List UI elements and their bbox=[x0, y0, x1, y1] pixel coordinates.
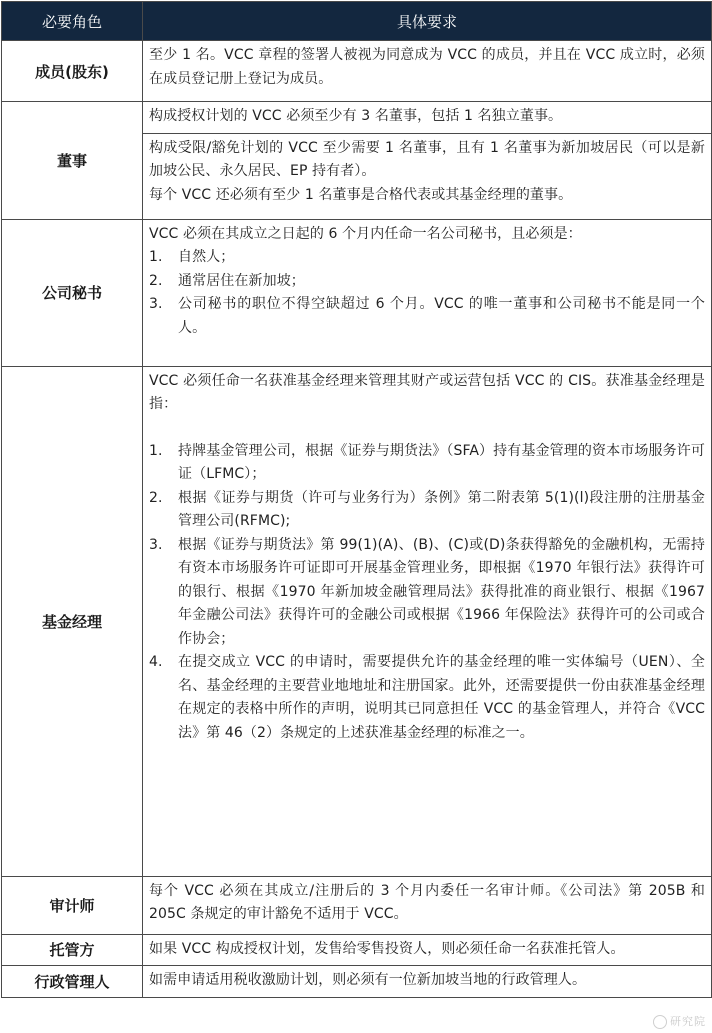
requirement-text: 如需申请适用税收激励计划，则必须有一位新加坡当地的行政管理人。 bbox=[149, 972, 587, 988]
requirement-text: 构成授权计划的 VCC 必须至少有 3 名董事，包括 1 名独立董事。 bbox=[149, 108, 563, 124]
table-row bbox=[2, 876, 712, 934]
requirements-table bbox=[1, 1, 712, 998]
role-cell: 董事 bbox=[2, 102, 143, 220]
role-cell: 公司秘书 bbox=[2, 219, 143, 366]
table-row bbox=[2, 366, 712, 876]
requirement-cell bbox=[143, 934, 712, 966]
table-row bbox=[2, 966, 712, 998]
list-item: 3. 根据《证券与期货法》第 99(1)(A)、(B)、(C)或(D)条获得豁免的金融机构，无需持有资本市场服务许可证即可开展基金管理业务，即根据《1970 年银行法》获得许可的银行、根据《1970 年新加坡金融管理局法》获得批准的商业银行、根据《1967 年金融公司法》获得许可的金融公司或根据《1966 年保险法》获得许可的公司或合作协会； bbox=[149, 536, 705, 647]
requirement-cell bbox=[143, 876, 712, 934]
list-item: 1. 自然人； bbox=[149, 249, 235, 265]
table-header-row bbox=[2, 2, 712, 41]
logo-icon bbox=[653, 1015, 667, 1029]
list-item: 4. 在提交成立 VCC 的申请时，需要提供允许的基金经理的唯一实体编号（UEN）、全名、基金经理的主要营业地地址和注册国家。此外，还需要提供一份由获准基金经理在规定的表格中所作的声明，说明其已同意担任 VCC 的基金管理人，并符合《VCC 法》第 46（2）条规定的上述获准基金经理的标准之一。 bbox=[149, 654, 705, 741]
requirement-cell bbox=[143, 133, 712, 219]
requirement-text: 每个 VCC 还必须有至少 1 名董事是合格代表或其基金经理的董事。 bbox=[149, 186, 573, 203]
requirement-text: 如果 VCC 构成授权计划，发售给零售投资人，则必须任命一名获准托管人。 bbox=[149, 940, 625, 957]
requirement-intro: VCC 必须在其成立之日起的 6 个月内任命一名公司秘书，且必须是： bbox=[149, 225, 582, 242]
requirement-text: 每个 VCC 必须在其成立/注册后的 3 个月内委任一名审计师。《公司法》第 205B 和 205C 条规定的审计豁免不适用于 VCC。 bbox=[149, 882, 705, 922]
requirement-cell bbox=[143, 41, 712, 102]
role-cell: 基金经理 bbox=[2, 366, 143, 876]
requirement-cell bbox=[143, 219, 712, 366]
watermark: 研究院 bbox=[653, 1013, 706, 1029]
list-item: 3. 公司秘书的职位不得空缺超过 6 个月。VCC 的唯一董事和公司秘书不能是同一个人。 bbox=[149, 296, 705, 336]
header-requirements: 具体要求 bbox=[143, 2, 712, 41]
table-row bbox=[2, 934, 712, 966]
role-cell: 托管方 bbox=[2, 934, 143, 966]
requirement-list bbox=[149, 440, 705, 746]
role-cell: 行政管理人 bbox=[2, 966, 143, 998]
requirement-cell bbox=[143, 966, 712, 998]
requirement-cell bbox=[143, 102, 712, 134]
requirement-intro: VCC 必须任命一名获准基金经理来管理其财产或运营包括 VCC 的 CIS。获准基金经理是指： bbox=[149, 372, 705, 412]
table-row bbox=[2, 102, 712, 134]
role-cell: 成员(股东) bbox=[2, 41, 143, 102]
requirement-text: 至少 1 名。VCC 章程的签署人被视为同意成为 VCC 的成员，并且在 VCC 成立时，必须在成员登记册上登记为成员。 bbox=[149, 47, 705, 87]
role-cell: 审计师 bbox=[2, 876, 143, 934]
list-item: 2. 通常居住在新加坡； bbox=[149, 272, 305, 289]
requirement-list bbox=[149, 246, 705, 340]
list-item: 1. 持牌基金管理公司，根据《证券与期货法》（SFA）持有基金管理的资本市场服务许可证（LFMC）； bbox=[149, 442, 705, 482]
table-row bbox=[2, 41, 712, 102]
requirement-text: 构成受限/豁免计划的 VCC 至少需要 1 名董事，且有 1 名董事为新加坡居民（可以是新加坡公民、永久居民、EP 持有者）。 bbox=[149, 139, 705, 179]
requirement-cell bbox=[143, 366, 712, 876]
header-role: 必要角色 bbox=[2, 2, 143, 41]
list-item: 2. 根据《证券与期货（许可与业务行为）条例》第二附表第 5(1)(l)段注册的注册基金管理公司(RFMC); bbox=[149, 489, 705, 529]
table-row bbox=[2, 219, 712, 366]
